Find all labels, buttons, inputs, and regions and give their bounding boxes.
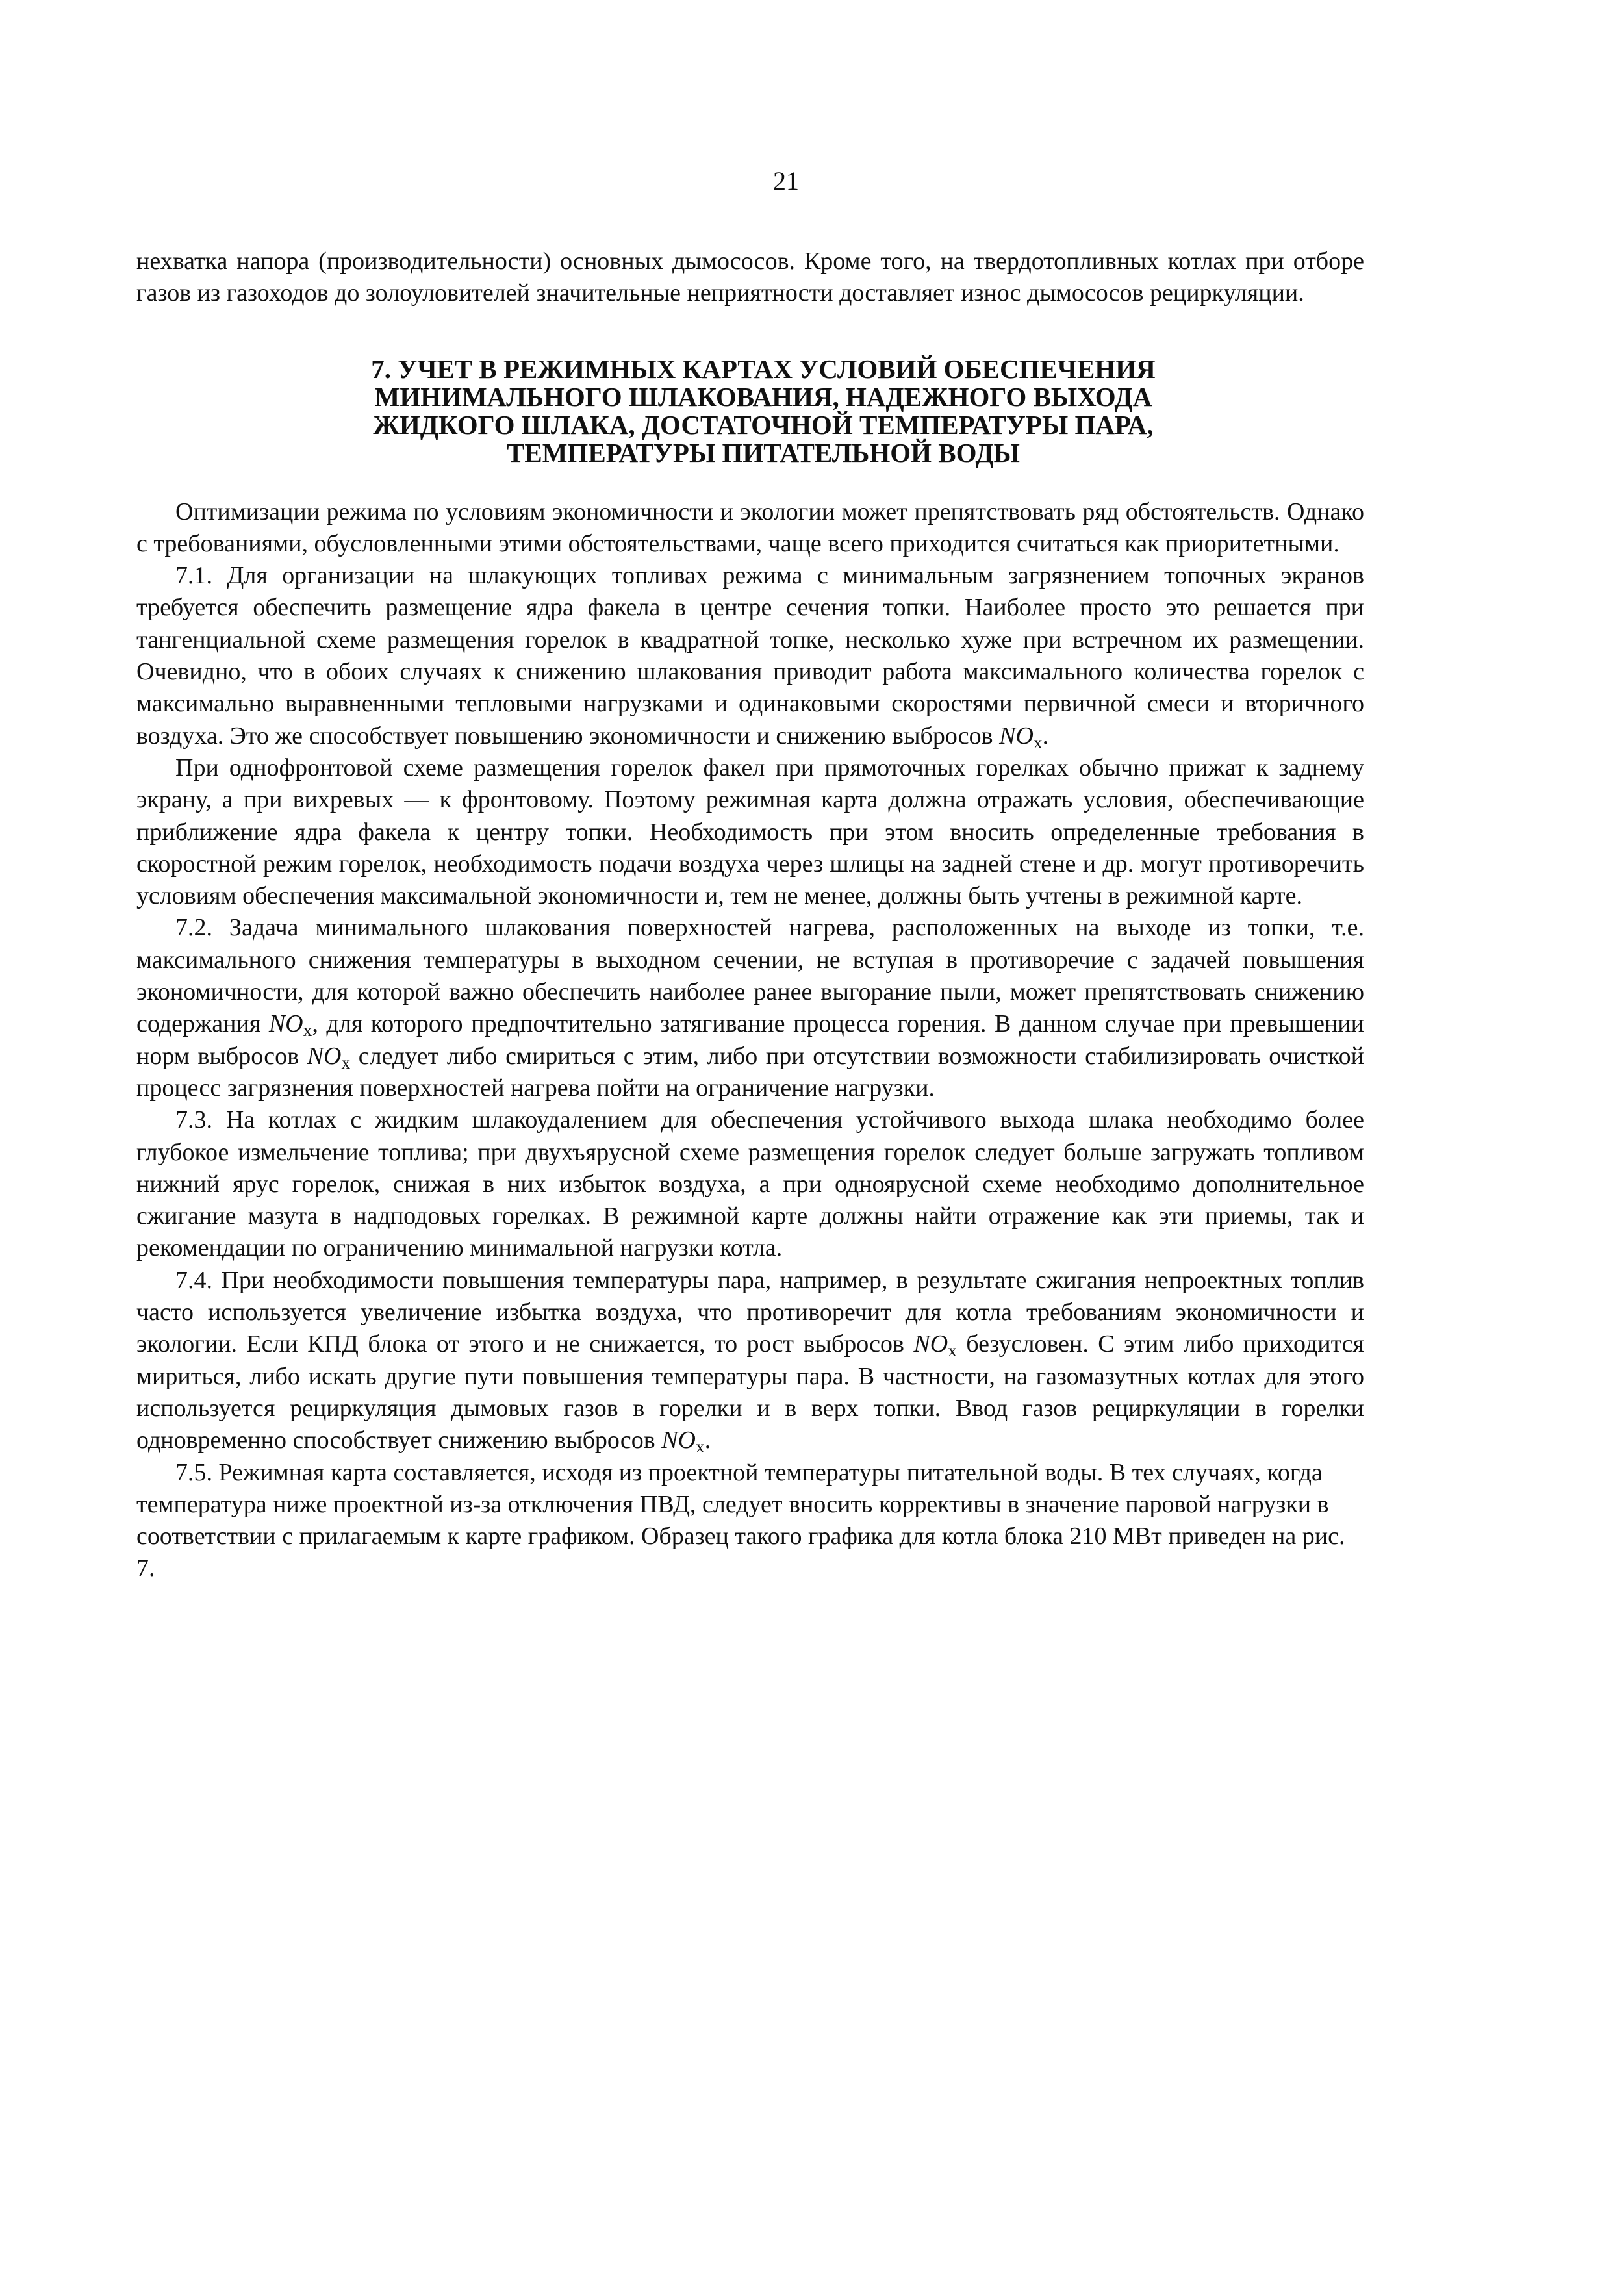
nox-formula: NOx [307, 1042, 351, 1072]
paragraph-7-1 [136, 560, 1364, 752]
heading-line-3: ЖИДКОГО ШЛАКА, ДОСТАТОЧНОЙ ТЕМПЕРАТУРЫ ПАРА, [373, 409, 1154, 440]
intro-paragraph: нехватка напора (производительности) основных дымососов. Кроме того, на твердотопливных котлах при отборе газов из газоходов до золоуловителей значительные неприятности доставляет износ дымососов рециркуляции. [136, 247, 1364, 307]
paragraph-7-2-text-b: , для которого предпочтительно затягивание процесса горения. В данном случае при превышении норм выбросов [136, 1010, 1364, 1070]
paragraph-7-1-end: . [1042, 722, 1049, 750]
paragraph-7-2 [136, 912, 1364, 1104]
section-heading [136, 355, 1364, 467]
paragraph-7-4-text-a: 7.4. При необходимости повышения температуры пара, например, в результате сжигания непроектных топлив часто используется увеличение избытка воздуха, что противоречит для котла требованиям экономичности и экологии. Если КПД блока от этого и не снижается, то рост выбросов [136, 1266, 1364, 1358]
paragraph-7-5: 7.5. Режимная карта составляется, исходя из проектной температуры питательной воды. В тех случаях, когда температура ниже проектной из-за отключения ПВД, следует вносить коррективы в значение паровой нагрузки в соответствии с прилагаемым к карте графиком. Образец такого графика для котла блока 210 МВт приведен на рис. 7. [136, 1458, 1345, 1582]
paragraph-single-front: При однофронтовой схеме размещения горелок факел при прямоточных горелках обычно прижат к заднему экрану, а при вихревых — к фронтовому. Поэтому режимная карта должна отражать условия, обеспечивающие приближение ядра факела к центру топки. Необходимость при этом вносить определенные требования в скоростной режим горелок, необходимость подачи воздуха через шлицы на задней стене и др. могут противоречить условиям обеспечения максимальной экономичности и, тем не менее, должны быть учтены в режимной карте. [136, 754, 1364, 910]
heading-line-4: ТЕМПЕРАТУРЫ ПИТАТЕЛЬНОЙ ВОДЫ [507, 437, 1020, 468]
heading-line-1: 7. УЧЕТ В РЕЖИМНЫХ КАРТАХ УСЛОВИЙ ОБЕСПЕЧЕНИЯ [371, 353, 1156, 384]
paragraph-intro-optimization: Оптимизации режима по условиям экономичности и экологии может препятствовать ряд обстоятельств. Однако с требованиями, обусловленными этими обстоятельствами, чаще всего приходится считаться как приоритетными. [136, 498, 1364, 557]
paragraph-7-2-text-a: 7.2. Задача минимального шлакования поверхностей нагрева, расположенных на выходе из топки, т.е. максимального снижения температуры в выходном сечении, не вступая в противоречие с задачей повышения экономичности, для которой важно обеспечить наиболее ранее выгорание пыли, может препятствовать снижению содержания [136, 914, 1364, 1038]
nox-formula: NOx [661, 1426, 705, 1457]
paragraph-7-2-text-c: следует либо смириться с этим, либо при отсутствии возможности стабилизировать очисткой процесс загрязнения поверхностей нагрева пойти на ограничение нагрузки. [136, 1042, 1364, 1102]
nox-formula: NOx [913, 1330, 957, 1361]
paragraph-7-3: 7.3. На котлах с жидким шлакоудалением для обеспечения устойчивого выхода шлака необходимо более глубокое измельчение топлива; при двухъярусной схеме размещения горелок следует больше загружать топливом нижний ярус горелок, снижая в них избыток воздуха, а при одноярусной схеме необходимо дополнительное сжигание мазута в надподовых горелках. В режимной карте должны найти отражение как эти приемы, так и рекомендации по ограничению минимальной нагрузки котла. [136, 1106, 1364, 1262]
page-number: 21 [773, 166, 799, 196]
paragraph-7-4-text-b: безусловен. С этим либо приходится мириться, либо искать другие пути повышения температуры пара. В частности, на газомазутных котлах для этого используется рециркуляция дымовых газов в горелки и в верх топки. Ввод газов рециркуляции в горелки одновременно способствует снижению выбросов [136, 1330, 1364, 1454]
nox-formula: NOx [268, 1010, 312, 1041]
paragraph-7-4-end: . [704, 1426, 711, 1454]
nox-formula: NOx [999, 722, 1043, 752]
paragraph-7-4 [136, 1265, 1364, 1457]
paragraph-7-1-text: 7.1. Для организации на шлакующих топливах режима с минимальным загрязнением топочных экранов требуется обеспечить размещение ядра факела в центре сечения топки. Наиболее просто это решается при тангенциальной схеме размещения горелок в квадратной топке, несколько хуже при встречном их размещении. Очевидно, что в обоих случаях к снижению шлакования приводит работа максимального количества горелок с максимально выравненными тепловыми нагрузками и одинаковыми скоростями первичной смеси и вторичного воздуха. Это же способствует повышению экономичности и снижению выбросов [136, 562, 1364, 750]
heading-line-2: МИНИМАЛЬНОГО ШЛАКОВАНИЯ, НАДЕЖНОГО ВЫХОДА [374, 381, 1152, 412]
document-page [136, 153, 1364, 1585]
